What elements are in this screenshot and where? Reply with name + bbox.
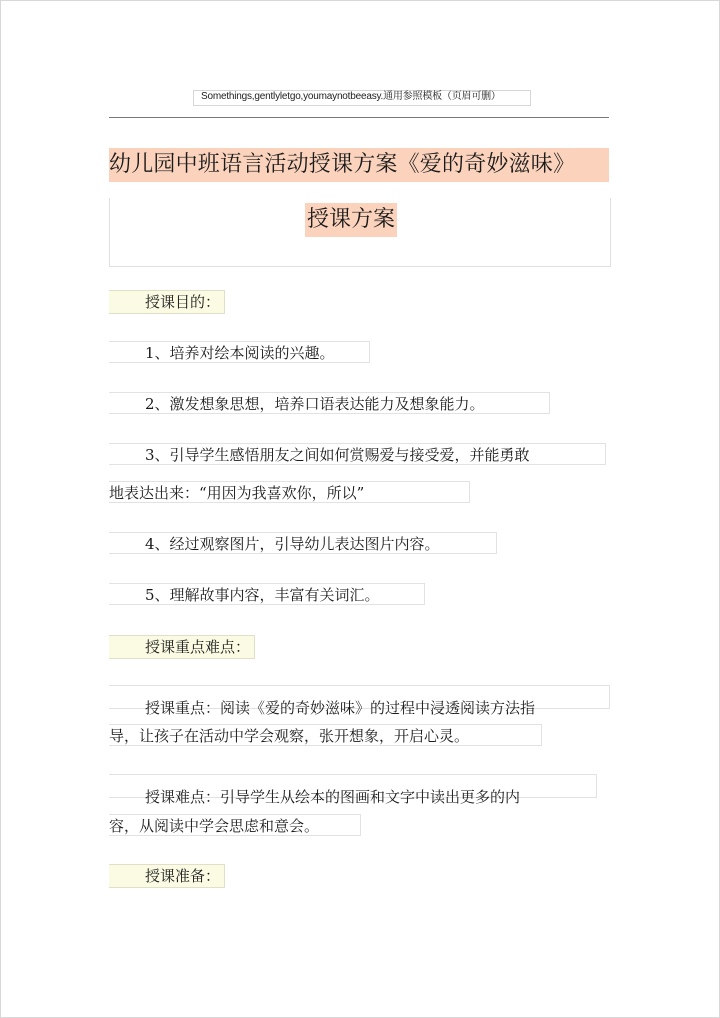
focus-key-line1: 授课重点：阅读《爱的奇妙滋味》的过程中浸透阅读方法指 [145, 699, 536, 717]
goal-item-2: 2、激发想象思想，培养口语表达能力及想象能力。 [109, 392, 550, 414]
goal-item-4: 4、经过观察图片，引导幼儿表达图片内容。 [109, 532, 497, 554]
section-heading-focus: 授课重点难点： [109, 635, 255, 659]
section-heading-goals: 授课目的： [109, 290, 225, 314]
focus-key-line2: 导，让孩子在活动中学会观察，张开想象，开启心灵。 [109, 724, 542, 746]
goal-item-3-line1: 3、引导学生感悟朋友之间如何赏赐爱与接受爱，并能勇敢 [109, 443, 606, 465]
focus-hard-line1: 授课难点：引导学生从绘本的图画和文字中读出更多的内 [145, 788, 521, 806]
section-heading-prep: 授课准备： [109, 864, 225, 888]
goal-item-1: 1、培养对绘本阅读的兴趣。 [109, 341, 370, 363]
document-subtitle: 授课方案 [305, 203, 397, 237]
goal-item-3-line2: 地表达出来：“用因为我喜欢你，所以” [109, 481, 470, 503]
document-title: 幼儿园中班语言活动授课方案《爱的奇妙滋味》 [109, 148, 609, 182]
goal-item-5: 5、理解故事内容，丰富有关词汇。 [109, 583, 425, 605]
page-header-text: Somethings,gentlyletgo,youmaynotbeeasy.通用参照模板（页眉可删） [201, 91, 501, 102]
header-divider [109, 117, 609, 118]
focus-hard-line2: 容，从阅读中学会思虑和意会。 [109, 814, 361, 836]
